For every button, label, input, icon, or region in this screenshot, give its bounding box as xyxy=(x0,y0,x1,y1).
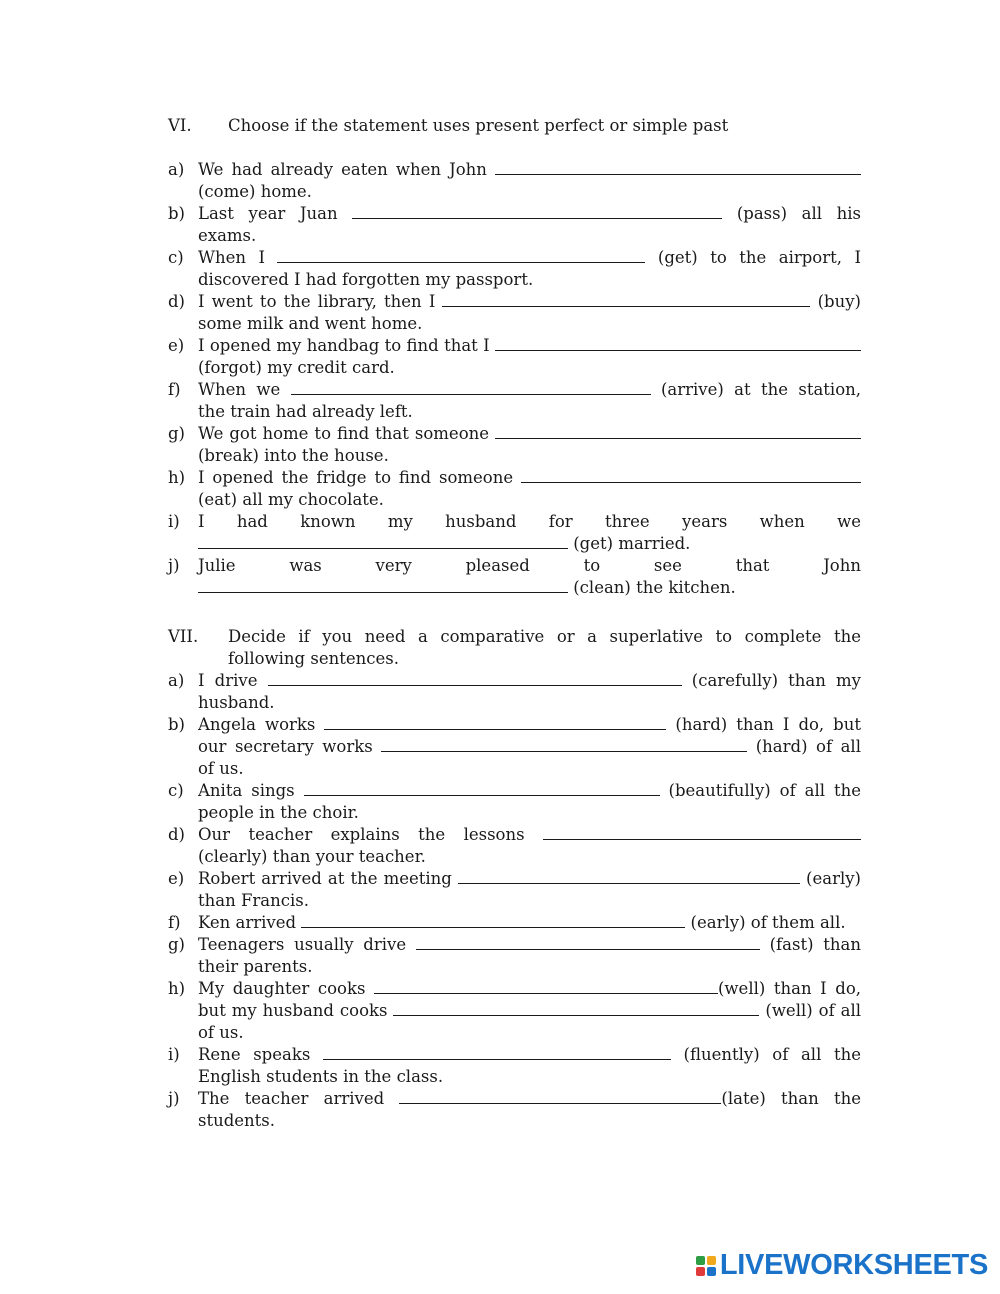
item-text-before: We got home to find that someone xyxy=(198,424,495,443)
exercise-item xyxy=(168,247,861,291)
item-letter: e) xyxy=(168,869,185,888)
item-letter: h) xyxy=(168,979,186,998)
exercise-item xyxy=(168,291,861,335)
exercise-item xyxy=(168,423,861,467)
item-text-before: I had known my husband for three years when we xyxy=(198,512,861,531)
item-text-before: When we xyxy=(198,380,291,399)
item-text-after: (clean) the kitchen. xyxy=(568,578,736,597)
item-text-middle: (hard) than I do, but our secretary works xyxy=(198,715,862,756)
item-text-after: (arrive) at the station, the train had already left. xyxy=(198,380,862,421)
exercise-item xyxy=(168,868,861,912)
exercise-item xyxy=(168,467,861,511)
answer-blank[interactable] xyxy=(393,1000,759,1016)
exercise-item xyxy=(168,670,861,714)
item-text-after: (late) than the students. xyxy=(198,1089,862,1130)
item-text-before: The teacher arrived xyxy=(198,1089,400,1108)
answer-blank[interactable] xyxy=(291,379,651,395)
mark-square xyxy=(707,1267,716,1276)
answer-blank[interactable] xyxy=(495,423,861,439)
item-letter: b) xyxy=(168,204,185,223)
answer-blank[interactable] xyxy=(543,824,861,840)
answer-blank[interactable] xyxy=(301,912,685,928)
exercise-item xyxy=(168,555,861,599)
item-text-after: (pass) all his exams. xyxy=(198,204,861,245)
item-letter: c) xyxy=(168,248,184,267)
exercise-item xyxy=(168,714,861,780)
item-text-after: (come) home. xyxy=(198,182,312,201)
item-text-before: My daughter cooks xyxy=(198,979,374,998)
item-text-before: When I xyxy=(198,248,278,267)
item-text-after: (fast) than their parents. xyxy=(198,935,861,976)
section-number: VII. xyxy=(168,627,199,646)
item-text-after: (well) of all of us. xyxy=(198,1001,862,1042)
item-letter: f) xyxy=(168,913,181,932)
exercise-section-vi xyxy=(168,115,861,599)
item-text-after: (get) married. xyxy=(568,534,691,553)
item-text-before: Angela works xyxy=(198,715,325,734)
item-text-before: I went to the library, then I xyxy=(198,292,443,311)
item-text-after: (beautifully) of all the people in the choir. xyxy=(198,781,861,822)
item-text-before: Teenagers usually drive xyxy=(198,935,416,954)
exercise-item xyxy=(168,1088,861,1132)
answer-blank[interactable] xyxy=(268,670,682,686)
answer-blank[interactable] xyxy=(495,335,861,351)
section-number: VI. xyxy=(168,116,192,135)
item-letter: b) xyxy=(168,715,185,734)
section-instruction: Choose if the statement uses present perfect or simple past xyxy=(228,116,729,135)
answer-blank[interactable] xyxy=(521,467,861,483)
liveworksheets-mark-icon xyxy=(696,1256,716,1276)
item-text-after: (get) to the airport, I discovered I had forgotten my passport. xyxy=(198,248,861,289)
answer-blank[interactable] xyxy=(374,978,718,994)
item-text-after: (clearly) than your teacher. xyxy=(198,847,426,866)
exercise-item xyxy=(168,159,861,203)
item-text-after: (hard) of all of us. xyxy=(198,737,861,778)
item-text-before: I opened my handbag to find that I xyxy=(198,336,495,355)
exercise-item xyxy=(168,934,861,978)
exercise-item xyxy=(168,379,861,423)
item-text-middle: (well) than I do, but my husband cooks xyxy=(198,979,862,1020)
item-letter: j) xyxy=(168,1089,180,1108)
exercise-item xyxy=(168,335,861,379)
answer-blank[interactable] xyxy=(352,203,722,219)
item-text-after: (carefully) than my husband. xyxy=(198,671,861,712)
item-text-before: Julie was very pleased to see that John xyxy=(198,556,861,575)
item-letter: j) xyxy=(168,556,180,575)
item-text-after: (buy) some milk and went home. xyxy=(198,292,861,333)
answer-blank[interactable] xyxy=(198,533,568,549)
mark-square xyxy=(696,1256,705,1265)
item-text-after: (fluently) of all the English students in the class. xyxy=(198,1045,861,1086)
item-text-after: (early) than Francis. xyxy=(198,869,861,910)
item-letter: a) xyxy=(168,160,185,179)
answer-blank[interactable] xyxy=(458,868,800,884)
item-text-before: Rene speaks xyxy=(198,1045,323,1064)
item-letter: f) xyxy=(168,380,181,399)
exercise-section-vii xyxy=(168,626,861,1132)
item-text-before: We had already eaten when John xyxy=(198,160,495,179)
answer-blank[interactable] xyxy=(416,934,760,950)
section-heading xyxy=(168,115,861,137)
item-text-before: Our teacher explains the lessons xyxy=(198,825,543,844)
answer-blank[interactable] xyxy=(198,577,568,593)
item-letter: d) xyxy=(168,825,185,844)
item-text-before: Last year Juan xyxy=(198,204,353,223)
item-text-before: I drive xyxy=(198,671,268,690)
logo-text: LIVEWORKSHEETS xyxy=(719,1249,988,1281)
item-text-after: (break) into the house. xyxy=(198,446,389,465)
exercise-item xyxy=(168,824,861,868)
item-letter: h) xyxy=(168,468,186,487)
item-text-after: (eat) all my chocolate. xyxy=(198,490,384,509)
answer-blank[interactable] xyxy=(277,247,645,263)
item-letter: i) xyxy=(168,1045,180,1064)
answer-blank[interactable] xyxy=(442,291,810,307)
item-text-before: I opened the fridge to find someone xyxy=(198,468,521,487)
exercise-item xyxy=(168,1044,861,1088)
mark-square xyxy=(696,1267,705,1276)
item-text-before: Robert arrived at the meeting xyxy=(198,869,458,888)
item-text-before: Anita sings xyxy=(198,781,304,800)
exercise-item xyxy=(168,203,861,247)
answer-blank[interactable] xyxy=(399,1088,721,1104)
item-text-after: (early) of them all. xyxy=(685,913,846,932)
answer-blank[interactable] xyxy=(324,714,666,730)
answer-blank[interactable] xyxy=(495,159,861,175)
item-text-before: Ken arrived xyxy=(198,913,302,932)
mark-square xyxy=(707,1256,716,1265)
answer-blank[interactable] xyxy=(323,1044,671,1060)
item-letter: c) xyxy=(168,781,184,800)
item-letter: d) xyxy=(168,292,185,311)
section-instruction: Decide if you need a comparative or a superlative to complete the following sentences. xyxy=(228,627,861,668)
item-letter: g) xyxy=(168,935,185,954)
item-text-after: (forgot) my credit card. xyxy=(198,358,395,377)
item-letter: a) xyxy=(168,671,185,690)
exercise-item xyxy=(168,511,861,555)
exercise-item xyxy=(168,780,861,824)
item-letter: e) xyxy=(168,336,185,355)
exercise-item xyxy=(168,912,861,934)
answer-blank[interactable] xyxy=(381,736,747,752)
liveworksheets-logo[interactable] xyxy=(696,1249,988,1282)
section-heading xyxy=(168,626,861,670)
item-letter: g) xyxy=(168,424,185,443)
exercise-item xyxy=(168,978,861,1044)
item-letter: i) xyxy=(168,512,180,531)
answer-blank[interactable] xyxy=(304,780,660,796)
